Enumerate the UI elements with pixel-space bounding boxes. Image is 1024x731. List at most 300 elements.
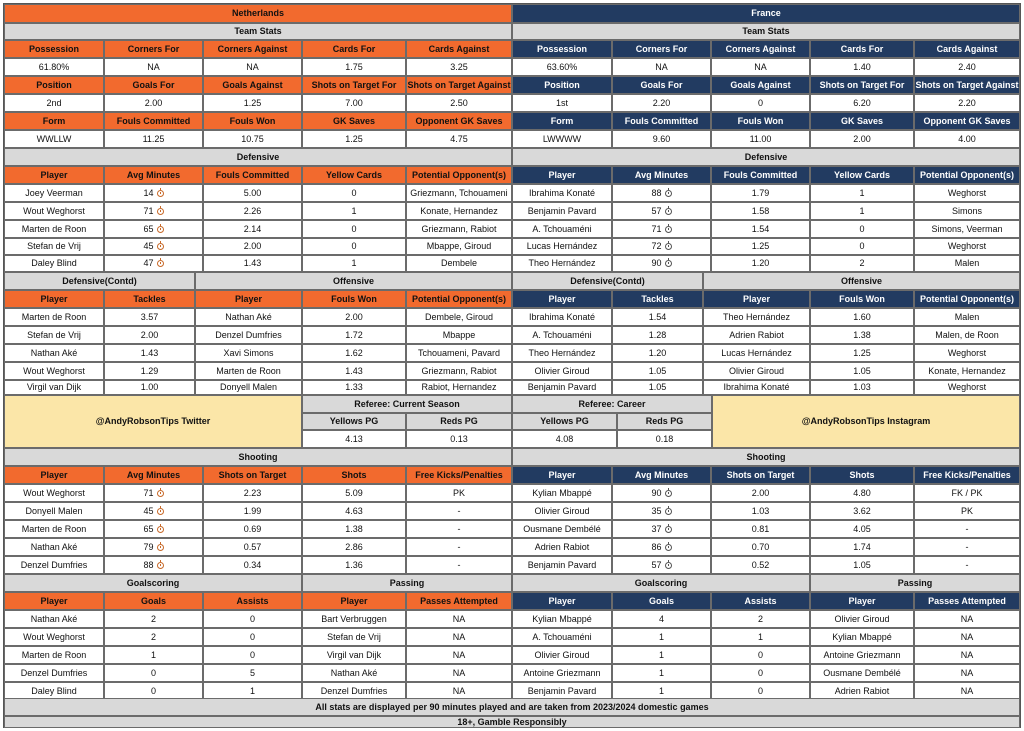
nl-goalscoring-player-text: Nathan Aké bbox=[30, 613, 78, 624]
fr-defcont-player-text: Olivier Giroud bbox=[534, 365, 590, 376]
fr-shooting-cell bbox=[810, 484, 914, 502]
fr-shooting-header bbox=[810, 466, 914, 484]
fr-team-stat-value-text: 2.20 bbox=[958, 97, 976, 108]
fr-team-title-text: France bbox=[751, 8, 781, 18]
fr-team-stat-value bbox=[612, 94, 711, 112]
nl-shooting-header bbox=[104, 466, 203, 484]
fr-team-stat-header bbox=[810, 112, 914, 130]
nl-defensive-cell-text: 65 bbox=[143, 223, 154, 234]
nl-goalscoring-cell-text: 0 bbox=[150, 667, 156, 678]
fr-goalscoring-cell-text: 0 bbox=[757, 685, 763, 696]
fr-goalscoring-header-text: Player bbox=[548, 595, 576, 606]
nl-goalscoring-player-text: Wout Weghorst bbox=[23, 631, 85, 642]
nl-offensive-cell bbox=[406, 380, 512, 395]
nl-team-stat-value bbox=[203, 130, 302, 148]
nl-shooting-cell-text: PK bbox=[452, 487, 465, 498]
footer-note-text: All stats are displayed per 90 minutes played and are taken from 2023/2024 domestic games bbox=[315, 701, 709, 712]
nl-shooting-cell-text: 45 bbox=[143, 505, 154, 516]
nl-goalscoring-cell bbox=[104, 664, 203, 682]
referee-career-header bbox=[617, 413, 712, 430]
fr-defensive-cell-text: 72 bbox=[651, 241, 662, 251]
fr-defensive-cell bbox=[914, 238, 1020, 255]
footer-gamble-text: 18+, Gamble Responsibly bbox=[457, 716, 567, 727]
nl-passing-cell bbox=[406, 610, 512, 628]
nl-team-stat-value bbox=[302, 130, 406, 148]
referee-career-value bbox=[617, 430, 712, 448]
fr-team-stat-header bbox=[711, 40, 810, 58]
nl-shooting-header bbox=[406, 466, 512, 484]
fr-team-stat-value-text: 9.60 bbox=[652, 133, 671, 144]
nl-defensive-cell-text: 0 bbox=[351, 223, 357, 234]
nl-shooting-cell bbox=[406, 502, 512, 520]
fr-shooting-cell-text: 1.74 bbox=[853, 541, 871, 552]
fr-team-stat-header-text: Corners For bbox=[635, 43, 688, 54]
nl-team-stat-value bbox=[406, 58, 512, 76]
nl-passing-player-text: Virgil van Dijk bbox=[326, 649, 382, 660]
fr-defensive-header-text: Avg Minutes bbox=[634, 169, 689, 180]
fr-offensive-header-text: Potential Opponent(s) bbox=[920, 293, 1014, 304]
fr-shooting-header bbox=[612, 466, 711, 484]
nl-team-stat-header-text: Possession bbox=[28, 43, 80, 54]
nl-team-stat-value-text: NA bbox=[147, 61, 160, 72]
stopwatch-icon bbox=[157, 260, 164, 267]
nl-offensive-player-text: Xavi Simons bbox=[223, 347, 274, 358]
fr-defcont-cell bbox=[612, 344, 703, 362]
fr-team-stat-value bbox=[914, 130, 1020, 148]
stopwatch-icon bbox=[665, 226, 672, 233]
nl-defcont-header-text: Tackles bbox=[133, 293, 166, 304]
stopwatch-icon bbox=[665, 490, 672, 497]
fr-offensive-header-text: Fouls Won bbox=[839, 293, 885, 304]
nl-shooting-player-text: Wout Weghorst bbox=[23, 487, 85, 498]
fr-defcont-cell-text: 1.20 bbox=[648, 347, 667, 358]
fr-offensive-cell-text: 1.05 bbox=[853, 365, 871, 376]
nl-defensive-cell bbox=[104, 238, 203, 255]
nl-defcont-cell-text: 1.00 bbox=[140, 382, 159, 392]
nl-defensive-header-text: Avg Minutes bbox=[126, 169, 181, 180]
fr-team-stat-value-text: 0 bbox=[757, 97, 763, 108]
fr-team-stat-header bbox=[711, 112, 810, 130]
nl-team-stat-header-text: Corners For bbox=[127, 43, 180, 54]
nl-offensive-player-text: Donyell Malen bbox=[219, 382, 278, 392]
nl-defcont-title-text: Defensive(Contd) bbox=[62, 275, 137, 286]
fr-team-stat-header-text: GK Saves bbox=[840, 115, 884, 126]
fr-defensive-cell-text: 88 bbox=[651, 187, 662, 198]
nl-defensive-cell bbox=[406, 202, 512, 220]
nl-team-stat-header-text: Goals Against bbox=[222, 79, 283, 90]
nl-defensive-cell-text: 14 bbox=[143, 187, 154, 198]
fr-shooting-cell-text: - bbox=[965, 559, 969, 570]
referee-current-header-text: Yellows PG bbox=[329, 416, 379, 426]
fr-shooting-cell bbox=[711, 538, 810, 556]
fr-passing-player bbox=[810, 610, 914, 628]
fr-offensive-cell-text: 1.38 bbox=[853, 329, 871, 340]
fr-shooting-cell-text: 4.80 bbox=[853, 487, 871, 498]
nl-goalscoring-header-text: Player bbox=[40, 595, 68, 606]
nl-offensive-cell-text: 1.33 bbox=[345, 382, 363, 392]
nl-team-stat-value-text: 1.25 bbox=[243, 97, 262, 108]
nl-passing-player-text: Denzel Dumfries bbox=[320, 685, 388, 696]
referee-career-header-text: Yellows PG bbox=[540, 416, 589, 426]
nl-team-stat-header bbox=[4, 76, 104, 94]
fr-shooting-cell bbox=[612, 484, 711, 502]
fr-team-stats-title bbox=[512, 23, 1020, 40]
fr-offensive-player-text: Ibrahima Konaté bbox=[723, 382, 790, 392]
fr-offensive-cell bbox=[810, 308, 914, 326]
nl-goalscoring-cell bbox=[203, 664, 302, 682]
nl-shooting-cell-text: 79 bbox=[143, 541, 154, 552]
nl-defensive-cell bbox=[203, 220, 302, 238]
fr-defensive-player-text: Lucas Hernández bbox=[526, 241, 598, 251]
nl-shooting-cell-text: 88 bbox=[143, 559, 154, 570]
nl-offensive-player-text: Denzel Dumfries bbox=[215, 329, 282, 340]
nl-shooting-player bbox=[4, 556, 104, 574]
nl-shooting-cell bbox=[203, 538, 302, 556]
fr-defcont-cell-text: 1.05 bbox=[648, 382, 667, 392]
nl-goalscoring-header bbox=[104, 592, 203, 610]
nl-offensive-cell-text: Rabiot, Hernandez bbox=[421, 382, 497, 392]
nl-defensive-player bbox=[4, 238, 104, 255]
fr-team-stat-header-text: Fouls Committed bbox=[624, 115, 699, 126]
nl-team-stat-header-text: Shots on Target Against bbox=[407, 79, 511, 90]
nl-defcont-player-text: Virgil van Dijk bbox=[26, 382, 82, 392]
nl-shooting-player bbox=[4, 538, 104, 556]
fr-defensive-header-text: Potential Opponent(s) bbox=[920, 169, 1014, 180]
fr-defcont-title bbox=[512, 272, 703, 290]
fr-defcont-header-text: Player bbox=[548, 293, 576, 304]
nl-defensive-cell-text: 45 bbox=[143, 241, 154, 251]
fr-passing-cell bbox=[914, 628, 1020, 646]
fr-team-stat-value bbox=[711, 130, 810, 148]
fr-team-stat-header bbox=[914, 112, 1020, 130]
fr-goalscoring-cell bbox=[612, 664, 711, 682]
referee-career-value-text: 4.08 bbox=[555, 433, 574, 444]
nl-defensive-title-text: Defensive bbox=[236, 151, 280, 162]
nl-offensive-cell-text: 1.72 bbox=[345, 329, 363, 340]
nl-defensive-player-text: Marten de Roon bbox=[21, 223, 87, 234]
nl-goalscoring-cell-text: 2 bbox=[150, 613, 156, 624]
fr-defensive-player-text: Ibrahima Konaté bbox=[528, 187, 596, 198]
fr-passing-header bbox=[914, 592, 1020, 610]
fr-shooting-cell-text: 0.81 bbox=[751, 523, 770, 534]
nl-defensive-cell-text: 0 bbox=[351, 241, 357, 251]
nl-goalscoring-header bbox=[203, 592, 302, 610]
fr-shooting-cell bbox=[810, 502, 914, 520]
fr-shooting-cell-text: 90 bbox=[651, 487, 662, 498]
stopwatch-icon bbox=[665, 544, 672, 551]
nl-team-stat-value bbox=[4, 130, 104, 148]
nl-shooting-cell bbox=[203, 502, 302, 520]
fr-defensive-cell-text: 1.20 bbox=[751, 258, 770, 268]
nl-defcont-cell bbox=[104, 308, 195, 326]
fr-shooting-player-text: Adrien Rabiot bbox=[534, 541, 590, 552]
nl-shooting-cell-text: - bbox=[457, 505, 461, 516]
nl-offensive-player bbox=[195, 344, 302, 362]
nl-goalscoring-cell-text: 0 bbox=[249, 631, 255, 642]
nl-offensive-player bbox=[195, 362, 302, 380]
fr-goalscoring-cell bbox=[612, 610, 711, 628]
nl-shooting-title-text: Shooting bbox=[238, 451, 278, 462]
nl-offensive-player bbox=[195, 308, 302, 326]
fr-shooting-cell-text: 86 bbox=[651, 541, 662, 552]
nl-team-stat-value-text: 11.25 bbox=[142, 133, 165, 144]
fr-shooting-cell bbox=[612, 520, 711, 538]
nl-shooting-header-text: Free Kicks/Penalties bbox=[415, 469, 503, 480]
nl-goalscoring-cell bbox=[104, 628, 203, 646]
nl-team-stat-value bbox=[203, 94, 302, 112]
nl-defensive-player bbox=[4, 255, 104, 272]
nl-defcont-header bbox=[4, 290, 104, 308]
referee-current-title bbox=[302, 395, 512, 413]
fr-defensive-cell-text: 2 bbox=[859, 258, 865, 268]
fr-defensive-player bbox=[512, 202, 612, 220]
fr-team-stat-header bbox=[810, 76, 914, 94]
nl-goalscoring-player bbox=[4, 610, 104, 628]
fr-passing-player bbox=[810, 628, 914, 646]
nl-defcont-header bbox=[104, 290, 195, 308]
nl-team-stat-value bbox=[302, 58, 406, 76]
fr-team-stat-value bbox=[512, 94, 612, 112]
referee-current-value-text: 4.13 bbox=[345, 433, 363, 444]
fr-goalscoring-header bbox=[512, 592, 612, 610]
nl-shooting-cell-text: - bbox=[457, 541, 461, 552]
nl-defensive-cell bbox=[203, 184, 302, 202]
fr-defensive-cell bbox=[711, 255, 810, 272]
fr-defensive-player bbox=[512, 238, 612, 255]
referee-career-header-text: Reds PG bbox=[645, 416, 684, 426]
nl-offensive-cell-text: 1.43 bbox=[345, 365, 363, 376]
fr-shooting-cell bbox=[810, 520, 914, 538]
nl-defensive-cell bbox=[302, 220, 406, 238]
fr-shooting-cell-text: 0.52 bbox=[751, 559, 770, 570]
fr-defensive-cell bbox=[810, 184, 914, 202]
fr-team-stat-value bbox=[512, 130, 612, 148]
nl-shooting-player bbox=[4, 520, 104, 538]
fr-team-stat-value-text: 2.40 bbox=[958, 61, 976, 72]
nl-goalscoring-cell-text: 0 bbox=[249, 649, 255, 660]
nl-team-stat-header bbox=[203, 76, 302, 94]
fr-team-stat-value bbox=[711, 94, 810, 112]
nl-goalscoring-cell bbox=[203, 646, 302, 664]
nl-team-stat-header bbox=[104, 76, 203, 94]
fr-goalscoring-player bbox=[512, 610, 612, 628]
nl-offensive-cell bbox=[406, 326, 512, 344]
fr-defensive-title bbox=[512, 148, 1020, 166]
nl-passing-cell bbox=[406, 664, 512, 682]
fr-passing-cell-text: NA bbox=[960, 667, 974, 678]
nl-defensive-cell bbox=[104, 220, 203, 238]
nl-defensive-player bbox=[4, 202, 104, 220]
fr-offensive-cell-text: 1.25 bbox=[853, 347, 871, 358]
stopwatch-icon bbox=[157, 208, 164, 215]
fr-offensive-title-text: Offensive bbox=[840, 275, 882, 286]
nl-defensive-cell-text: 1 bbox=[351, 205, 357, 216]
fr-shooting-player bbox=[512, 538, 612, 556]
fr-shooting-cell-text: 4.05 bbox=[853, 523, 871, 534]
nl-shooting-cell-text: 0.69 bbox=[243, 523, 262, 534]
fr-offensive-cell bbox=[914, 344, 1020, 362]
fr-defensive-cell bbox=[914, 255, 1020, 272]
nl-passing-header-text: Player bbox=[340, 595, 368, 606]
stopwatch-icon bbox=[665, 508, 672, 515]
fr-offensive-cell bbox=[914, 308, 1020, 326]
fr-defensive-cell bbox=[612, 238, 711, 255]
fr-shooting-cell-text: 1.03 bbox=[751, 505, 770, 516]
nl-defcont-cell-text: 3.57 bbox=[140, 311, 159, 322]
nl-team-stat-header bbox=[4, 112, 104, 130]
referee-current-header-text: Reds PG bbox=[440, 416, 478, 426]
fr-shooting-cell bbox=[711, 520, 810, 538]
nl-shooting-cell-text: 1.99 bbox=[243, 505, 262, 516]
nl-passing-player bbox=[302, 628, 406, 646]
fr-shooting-header-text: Player bbox=[548, 469, 576, 480]
fr-goalscoring-header bbox=[612, 592, 711, 610]
nl-defcont-cell bbox=[104, 380, 195, 395]
nl-offensive-cell bbox=[406, 344, 512, 362]
nl-shooting-cell-text: 2.86 bbox=[345, 541, 363, 552]
fr-offensive-player bbox=[703, 344, 810, 362]
nl-shooting-cell bbox=[406, 520, 512, 538]
fr-team-stat-value bbox=[914, 58, 1020, 76]
fr-defcont-player-text: Ibrahima Konaté bbox=[528, 311, 596, 322]
fr-defensive-player-text: Theo Hernández bbox=[528, 258, 596, 268]
fr-goalscoring-player bbox=[512, 646, 612, 664]
fr-defensive-cell bbox=[810, 255, 914, 272]
fr-team-stat-value bbox=[612, 58, 711, 76]
fr-goalscoring-cell bbox=[711, 610, 810, 628]
nl-shooting-cell bbox=[203, 520, 302, 538]
nl-offensive-header-text: Potential Opponent(s) bbox=[412, 293, 506, 304]
fr-defcont-cell-text: 1.28 bbox=[648, 329, 667, 340]
fr-defensive-cell bbox=[711, 220, 810, 238]
nl-defensive-header bbox=[104, 166, 203, 184]
stopwatch-icon bbox=[665, 208, 672, 215]
nl-goalscoring-cell bbox=[104, 646, 203, 664]
nl-team-stat-value bbox=[203, 58, 302, 76]
nl-shooting-player bbox=[4, 484, 104, 502]
nl-team-stat-header-text: Corners Against bbox=[217, 43, 288, 54]
nl-defensive-cell bbox=[104, 184, 203, 202]
fr-team-stat-value-text: NA bbox=[655, 61, 668, 72]
fr-goalscoring-title bbox=[512, 574, 810, 592]
nl-team-stat-header bbox=[104, 112, 203, 130]
nl-team-stat-value-text: WWLLW bbox=[36, 133, 72, 144]
fr-passing-player-text: Antoine Griezmann bbox=[823, 649, 901, 660]
nl-goalscoring-cell-text: 0 bbox=[249, 613, 255, 624]
nl-passing-player bbox=[302, 664, 406, 682]
fr-shooting-cell bbox=[612, 556, 711, 574]
referee-career-value-text: 0.18 bbox=[655, 433, 674, 444]
fr-team-stat-header-text: Goals For bbox=[640, 79, 683, 90]
fr-shooting-player bbox=[512, 502, 612, 520]
twitter-banner-text: @AndyRobsonTips Twitter bbox=[95, 416, 211, 426]
fr-shooting-header-text: Shots on Target bbox=[726, 469, 795, 480]
nl-shooting-cell-text: - bbox=[457, 523, 461, 534]
fr-defcont-header-text: Tackles bbox=[641, 293, 674, 304]
nl-passing-cell-text: NA bbox=[452, 685, 466, 696]
fr-passing-cell-text: NA bbox=[960, 685, 974, 696]
nl-team-stat-header-text: Form bbox=[42, 115, 66, 126]
nl-defcont-cell-text: 1.29 bbox=[140, 365, 159, 376]
fr-team-stat-header bbox=[711, 76, 810, 94]
fr-shooting-player-text: Ousmane Dembélé bbox=[523, 523, 601, 534]
nl-team-stat-header-text: Fouls Committed bbox=[116, 115, 191, 126]
stopwatch-icon bbox=[157, 243, 164, 250]
nl-team-stat-header bbox=[203, 112, 302, 130]
nl-defensive-cell-text: Griezmann, Rabiot bbox=[421, 223, 497, 234]
fr-shooting-player-text: Olivier Giroud bbox=[534, 505, 590, 516]
nl-goalscoring-header bbox=[4, 592, 104, 610]
nl-shooting-cell bbox=[104, 484, 203, 502]
fr-defcont-cell bbox=[612, 326, 703, 344]
fr-defensive-cell-text: Malen bbox=[954, 258, 980, 268]
nl-defensive-cell bbox=[104, 255, 203, 272]
nl-team-stat-value-text: 1.25 bbox=[345, 133, 363, 144]
nl-defcont-cell bbox=[104, 362, 195, 380]
nl-offensive-header-text: Player bbox=[234, 293, 263, 304]
fr-offensive-cell bbox=[810, 380, 914, 395]
fr-offensive-header bbox=[914, 290, 1020, 308]
referee-career-title-text: Referee: Career bbox=[578, 398, 646, 409]
nl-defensive-cell bbox=[302, 238, 406, 255]
fr-defcont-cell bbox=[612, 380, 703, 395]
fr-goalscoring-cell-text: 1 bbox=[658, 631, 664, 642]
nl-team-title-text: Netherlands bbox=[231, 8, 284, 18]
nl-defensive-cell-text: Dembele bbox=[440, 258, 478, 268]
fr-team-stat-header-text: Fouls Won bbox=[737, 115, 784, 126]
fr-team-stat-header bbox=[810, 40, 914, 58]
fr-defensive-player bbox=[512, 220, 612, 238]
nl-offensive-cell bbox=[406, 308, 512, 326]
referee-current-header bbox=[406, 413, 512, 430]
fr-passing-cell bbox=[914, 646, 1020, 664]
nl-shooting-cell bbox=[406, 538, 512, 556]
fr-shooting-header bbox=[914, 466, 1020, 484]
nl-defensive-cell-text: 1.43 bbox=[243, 258, 262, 268]
fr-offensive-cell bbox=[810, 344, 914, 362]
nl-passing-cell-text: NA bbox=[452, 631, 466, 642]
fr-defensive-header-text: Fouls Committed bbox=[723, 169, 798, 180]
nl-passing-player-text: Nathan Aké bbox=[330, 667, 378, 678]
fr-defcont-player bbox=[512, 380, 612, 395]
stopwatch-icon bbox=[157, 526, 164, 533]
fr-goalscoring-cell-text: 2 bbox=[757, 613, 763, 624]
fr-team-stat-header-text: Shots on Target For bbox=[819, 79, 905, 90]
fr-goalscoring-cell-text: 1 bbox=[658, 667, 664, 678]
nl-team-stat-header bbox=[406, 112, 512, 130]
fr-defensive-cell bbox=[914, 202, 1020, 220]
fr-goalscoring-cell bbox=[711, 646, 810, 664]
fr-defensive-header-text: Yellow Cards bbox=[833, 169, 891, 180]
referee-current-value-text: 0.13 bbox=[450, 433, 468, 444]
fr-defcont-player-text: Benjamin Pavard bbox=[527, 382, 597, 392]
nl-defensive-cell bbox=[104, 202, 203, 220]
fr-shooting-cell bbox=[914, 538, 1020, 556]
fr-team-stat-header bbox=[612, 112, 711, 130]
nl-shooting-player-text: Marten de Roon bbox=[21, 523, 87, 534]
fr-offensive-cell-text: 1.03 bbox=[853, 382, 871, 392]
fr-shooting-cell-text: FK / PK bbox=[951, 487, 983, 498]
nl-shooting-cell bbox=[203, 484, 302, 502]
fr-team-stat-value-text: 6.20 bbox=[853, 97, 871, 108]
fr-defcont-cell-text: 1.05 bbox=[648, 365, 667, 376]
nl-shooting-header bbox=[302, 466, 406, 484]
nl-passing-header-text: Passes Attempted bbox=[420, 595, 498, 606]
nl-defensive-cell bbox=[406, 255, 512, 272]
nl-shooting-cell-text: - bbox=[457, 559, 461, 570]
fr-goalscoring-cell-text: 1 bbox=[658, 649, 664, 660]
nl-defensive-cell bbox=[203, 202, 302, 220]
